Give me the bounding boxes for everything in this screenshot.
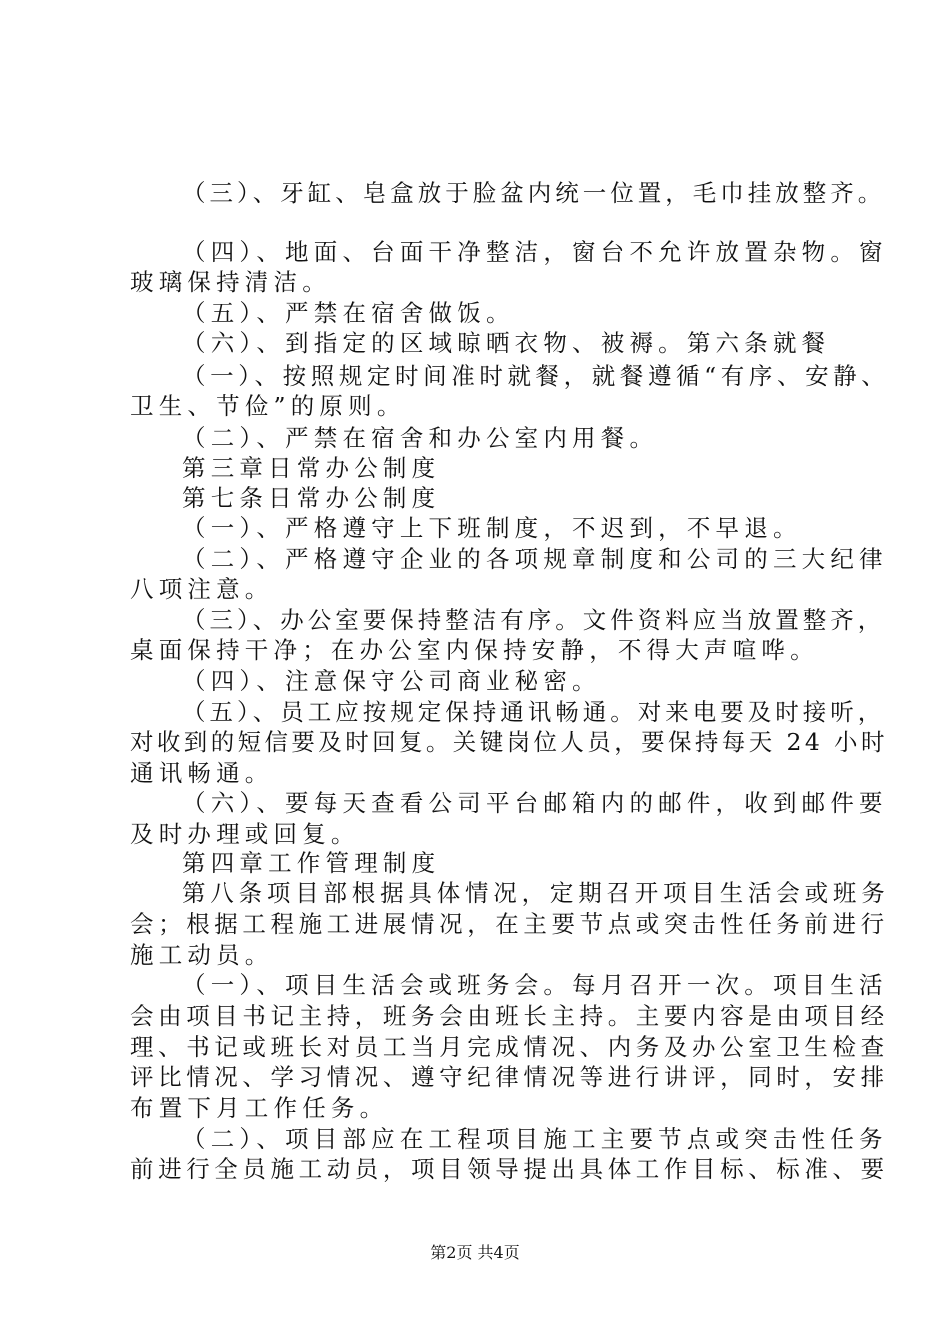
text-line: 布置下月工作任务。 xyxy=(130,1094,389,1122)
text-line: 对收到的短信要及时回复。关键岗位人员，要保持每天 24 小时 xyxy=(130,728,888,756)
text-line: 及时办理或回复。 xyxy=(130,820,360,848)
text-line: （二）、项目部应在工程项目施工主要节点或突击性任务 xyxy=(182,1125,888,1153)
text-line: （五）、严禁在宿舍做饭。 xyxy=(182,299,515,327)
text-line: 评比情况、学习情况、遵守纪律情况等进行讲评，同时，安排 xyxy=(130,1063,889,1091)
text-line: 施工动员。 xyxy=(130,941,274,969)
text-line: 玻璃保持清洁。 xyxy=(130,268,331,296)
text-line: 卫生、节俭”的原则。 xyxy=(130,392,406,420)
text-line: （三）、办公室要保持整洁有序。文件资料应当放置整齐， xyxy=(182,606,886,634)
text-line: （四）、地面、台面干净整洁，窗台不允许放置杂物。窗 xyxy=(182,238,888,266)
text-line: 会；根据工程施工进展情况，在主要节点或突击性任务前进行 xyxy=(130,910,889,938)
chapter-heading: 第三章日常办公制度 xyxy=(182,454,441,482)
chapter-heading: 第四章工作管理制度 xyxy=(182,849,441,877)
text-line: 通讯畅通。 xyxy=(130,759,274,787)
text-line: 会由项目书记主持，班务会由班长主持。主要内容是由项目经 xyxy=(130,1002,889,1030)
article-heading: 第七条日常办公制度 xyxy=(182,484,441,512)
text-line: （六）、到指定的区域晾晒衣物、被褥。第六条就餐 xyxy=(182,329,831,357)
text-line: （三）、牙缸、皂盒放于脸盆内统一位置，毛巾挂放整齐。 xyxy=(182,179,886,207)
text-line: 理、书记或班长对员工当月完成情况、内务及办公室卫生检查 xyxy=(130,1033,889,1061)
text-line: 八项注意。 xyxy=(130,575,274,603)
text-line: （五）、员工应按规定保持通讯畅通。对来电要及时接听， xyxy=(182,698,886,726)
text-line: 桌面保持干净；在办公室内保持安静，不得大声喧哗。 xyxy=(130,636,819,664)
text-line: （一）、项目生活会或班务会。每月召开一次。项目生活 xyxy=(182,971,888,999)
text-line: 前进行全员施工动员，项目领导提出具体工作目标、标准、要 xyxy=(130,1155,889,1183)
text-line: （四）、注意保守公司商业秘密。 xyxy=(182,667,601,695)
text-line: （六）、要每天查看公司平台邮箱内的邮件，收到邮件要 xyxy=(182,789,888,817)
text-line: 第八条项目部根据具体情况，定期召开项目生活会或班务 xyxy=(182,879,890,907)
text-line: （二）、严禁在宿舍和办公室内用餐。 xyxy=(182,424,659,452)
text-line: （一）、按照规定时间准时就餐，就餐遵循“有序、安静、 xyxy=(182,362,890,390)
text-line: （二）、严格遵守企业的各项规章制度和公司的三大纪律 xyxy=(182,545,888,573)
text-line: （一）、严格遵守上下班制度，不迟到，不早退。 xyxy=(182,514,802,542)
page-number-footer: 第2页 共4页 xyxy=(430,1243,520,1262)
